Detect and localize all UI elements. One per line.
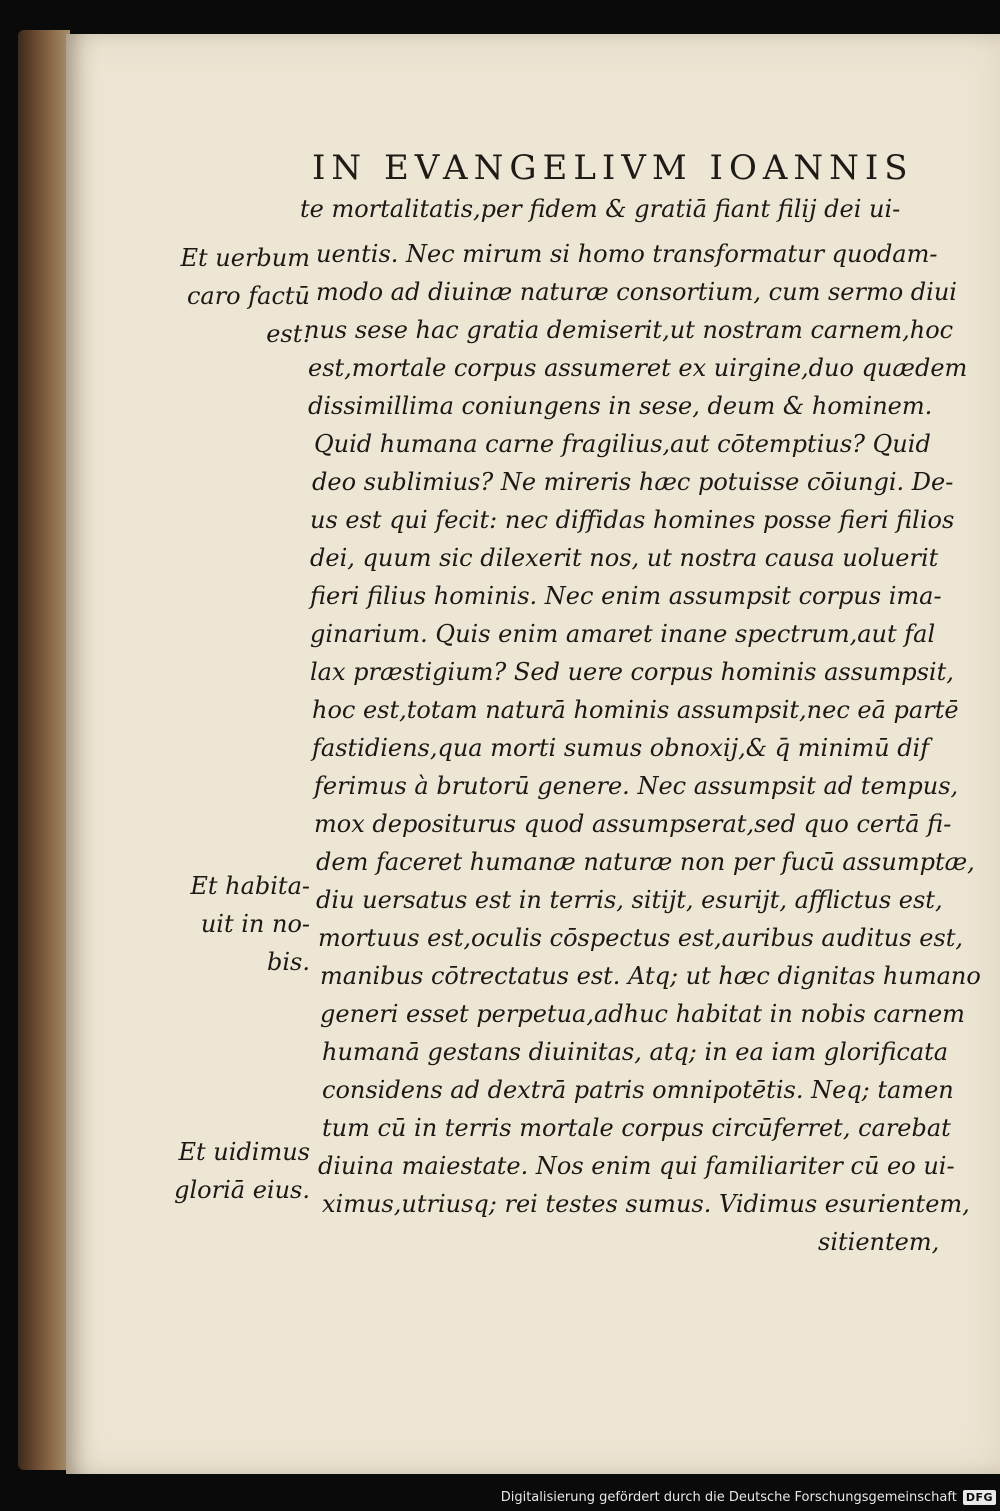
text-line: us est qui fecit: nec diffidas homines posse fieri filios bbox=[310, 506, 955, 534]
text-line: ferimus à brutorū genere. Nec assumpsit ad tempus, bbox=[314, 772, 959, 800]
dfg-logo: DFG bbox=[963, 1490, 996, 1505]
text-line: est,mortale corpus assumeret ex uirgine,duo quædem bbox=[308, 354, 968, 382]
text-line: fieri filius hominis. Nec enim assumpsit corpus ima- bbox=[310, 582, 942, 610]
text-line: lax præstigium? Sed uere corpus hominis assumpsit, bbox=[310, 658, 954, 686]
text-line: generi esset perpetua,adhuc habitat in nobis carnem bbox=[320, 1000, 965, 1028]
text-line: ginarium. Quis enim amaret inane spectrum,aut fal bbox=[310, 620, 936, 648]
margin-note: est. bbox=[266, 320, 310, 348]
margin-note: Et habita- bbox=[190, 872, 310, 900]
text-line: dem faceret humanæ naturæ non per fucū assumptæ, bbox=[316, 848, 975, 876]
text-line: modo ad diuinæ naturæ consortium, cum sermo diui bbox=[316, 278, 957, 306]
text-line: humanā gestans diuinitas, atq; in ea iam glorificata bbox=[322, 1038, 949, 1066]
text-line: dei, quum sic dilexerit nos, ut nostra causa uoluerit bbox=[310, 544, 939, 572]
margin-note: uit in no- bbox=[200, 910, 310, 938]
book-spine-edge bbox=[18, 30, 70, 1470]
text-line: manibus cōtrectatus est. Atq; ut hæc dignitas humano bbox=[320, 962, 981, 990]
text-line: nus sese hac gratia demiserit,ut nostram carnem,hoc bbox=[304, 316, 954, 344]
text-line: diu uersatus est in terris, sitijt, esurijt, afflictus est, bbox=[316, 886, 943, 914]
text-line: tum cū in terris mortale corpus circūferret, carebat bbox=[322, 1114, 951, 1142]
text-line: mox depositurus quod assumpserat,sed quo certā fi- bbox=[314, 810, 952, 838]
text-line: fastidiens,qua morti sumus obnoxij,& q̄ minimū dif bbox=[312, 734, 930, 762]
text-line: sitientem, bbox=[818, 1228, 940, 1256]
text-line: Quid humana carne fragilius,aut cōtemptius? Quid bbox=[314, 430, 931, 458]
text-line: dissimillima coniungens in sese, deum & hominem. bbox=[308, 392, 933, 420]
text-line: diuina maiestate. Nos enim qui familiariter cū eo ui- bbox=[318, 1152, 955, 1180]
margin-note: gloriā eius. bbox=[174, 1176, 310, 1204]
margin-note: Et uidimus bbox=[178, 1138, 310, 1166]
text-line: uentis. Nec mirum si homo transformatur quodam- bbox=[316, 240, 938, 268]
main-text bbox=[300, 195, 981, 1256]
text-line: deo sublimius? Ne mireris hæc potuisse cōiungi. De- bbox=[312, 468, 954, 496]
margin-note: bis. bbox=[267, 948, 310, 976]
margin-note: Et uerbum bbox=[180, 244, 310, 272]
running-header: IN EVANGELIVM IOANNIS bbox=[312, 148, 914, 188]
text-line: te mortalitatis,per fidem & gratiā fiant filij dei ui- bbox=[300, 195, 901, 223]
text-line: hoc est,totam naturā hominis assumpsit,nec eā partē bbox=[312, 696, 959, 724]
digitization-credit bbox=[501, 1487, 996, 1507]
text-line: mortuus est,oculis cōspectus est,auribus auditus est, bbox=[318, 924, 963, 952]
text-line: ximus,utriusq; rei testes sumus. Vidimus esurientem, bbox=[322, 1190, 970, 1218]
text-line: considens ad dextrā patris omnipotētis. Neq; tamen bbox=[322, 1076, 954, 1104]
margin-note: caro factū bbox=[186, 282, 310, 310]
credit-text: Digitalisierung gefördert durch die Deutsche Forschungsgemeinschaft bbox=[500, 1489, 957, 1505]
